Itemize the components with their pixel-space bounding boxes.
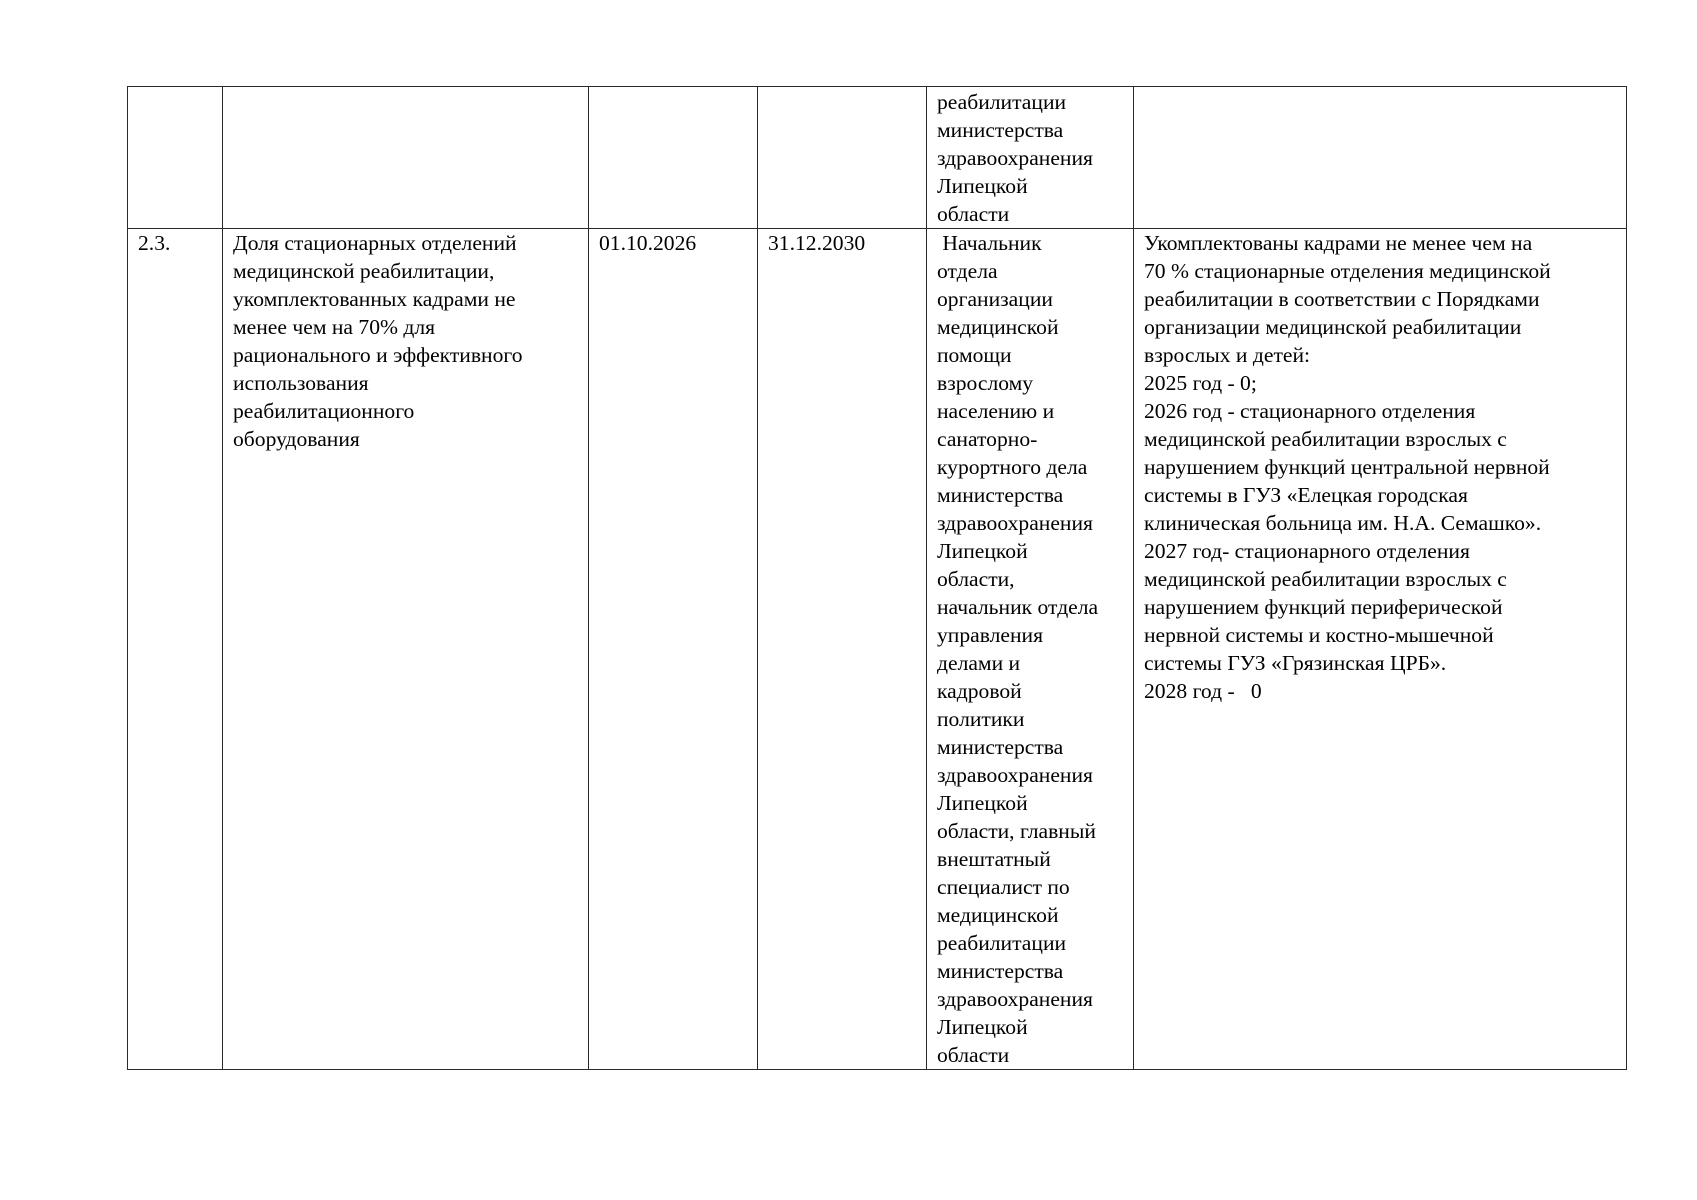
cell-start-date (589, 87, 758, 229)
responsible-line: политики (937, 707, 1025, 731)
responsible-line: здравоохранения (937, 511, 1093, 535)
responsible-line: области (937, 1043, 1010, 1067)
responsible-line: управления (937, 623, 1044, 647)
result-line: взрослых и детей: (1144, 343, 1311, 367)
responsible-line: области, (937, 567, 1015, 591)
table-row-2-3 (128, 229, 1627, 1070)
cell-number: 2.3. (128, 229, 223, 1070)
responsible-line: здравоохранения (937, 763, 1093, 787)
responsible-line: начальник отдела (937, 595, 1099, 619)
cell-name (223, 87, 589, 229)
responsible-line: министерства (937, 483, 1064, 507)
responsible-line: кадровой (937, 679, 1022, 703)
cell-result (1134, 229, 1627, 1070)
name-line: использования (233, 371, 369, 395)
responsible-line: населению и (937, 399, 1055, 423)
result-line: клиническая больница им. Н.А. Семашко». (1144, 511, 1542, 535)
responsible-line: Липецкой (937, 1015, 1028, 1039)
responsible-line: здравоохранения (937, 146, 1093, 170)
responsible-line: Липецкой (937, 539, 1028, 563)
responsible-line: министерства (937, 959, 1064, 983)
table-row-continuation (128, 87, 1627, 229)
cell-name (223, 229, 589, 1070)
responsible-line: Начальник (937, 231, 1042, 255)
responsible-line: области, главный (937, 819, 1096, 843)
name-line: оборудования (233, 427, 360, 451)
responsible-line: курортного дела (937, 455, 1088, 479)
name-line: реабилитационного (233, 399, 415, 423)
result-line: 2028 год - 0 (1144, 679, 1262, 703)
name-line: укомплектованных кадрами не (233, 287, 516, 311)
responsible-line: области (937, 202, 1010, 226)
result-line: Укомплектованы кадрами не менее чем на (1144, 231, 1533, 255)
responsible-line: реабилитации (937, 931, 1067, 955)
result-line: реабилитации в соответствии с Порядками (1144, 287, 1540, 311)
responsible-line: помощи (937, 343, 1012, 367)
result-line: системы ГУЗ «Грязинская ЦРБ». (1144, 651, 1447, 675)
cell-responsible (927, 229, 1134, 1070)
responsible-line: санаторно- (937, 427, 1038, 451)
responsible-line: реабилитации (937, 90, 1067, 114)
responsible-line: организации (937, 287, 1053, 311)
cell-number (128, 87, 223, 229)
name-line: медицинской реабилитации, (233, 259, 495, 283)
result-line: 2025 год - 0; (1144, 371, 1257, 395)
responsible-line: специалист по (937, 875, 1070, 899)
responsible-line: Липецкой (937, 174, 1028, 198)
result-line: нарушением функций центральной нервной (1144, 455, 1550, 479)
result-line: 2026 год - стационарного отделения (1144, 399, 1476, 423)
responsible-line: делами и (937, 651, 1021, 675)
name-line: менее чем на 70% для (233, 315, 436, 339)
responsible-line: медицинской (937, 315, 1059, 339)
responsible-line: внештатный (937, 847, 1051, 871)
cell-start-date: 01.10.2026 (589, 229, 758, 1070)
responsible-line: министерства (937, 735, 1064, 759)
result-line: 70 % стационарные отделения медицинской (1144, 259, 1551, 283)
responsible-line: здравоохранения (937, 987, 1093, 1011)
cell-result (1134, 87, 1627, 229)
result-line: системы в ГУЗ «Елецкая городская (1144, 483, 1468, 507)
cell-responsible (927, 87, 1134, 229)
cell-end-date (758, 87, 927, 229)
result-line: нервной системы и костно-мышечной (1144, 623, 1494, 647)
responsible-line: взрослому (937, 371, 1034, 395)
responsible-line: медицинской (937, 903, 1059, 927)
cell-end-date: 31.12.2030 (758, 229, 927, 1070)
result-line: нарушением функций периферической (1144, 595, 1503, 619)
result-line: 2027 год- стационарного отделения (1144, 539, 1470, 563)
result-line: медицинской реабилитации взрослых с (1144, 567, 1507, 591)
responsible-line: министерства (937, 118, 1064, 142)
result-line: организации медицинской реабилитации (1144, 315, 1522, 339)
responsible-line: Липецкой (937, 791, 1028, 815)
name-line: Доля стационарных отделений (233, 231, 517, 255)
plan-table (127, 86, 1627, 1070)
responsible-line: отдела (937, 259, 998, 283)
result-line: медицинской реабилитации взрослых с (1144, 427, 1507, 451)
name-line: рационального и эффективного (233, 343, 523, 367)
